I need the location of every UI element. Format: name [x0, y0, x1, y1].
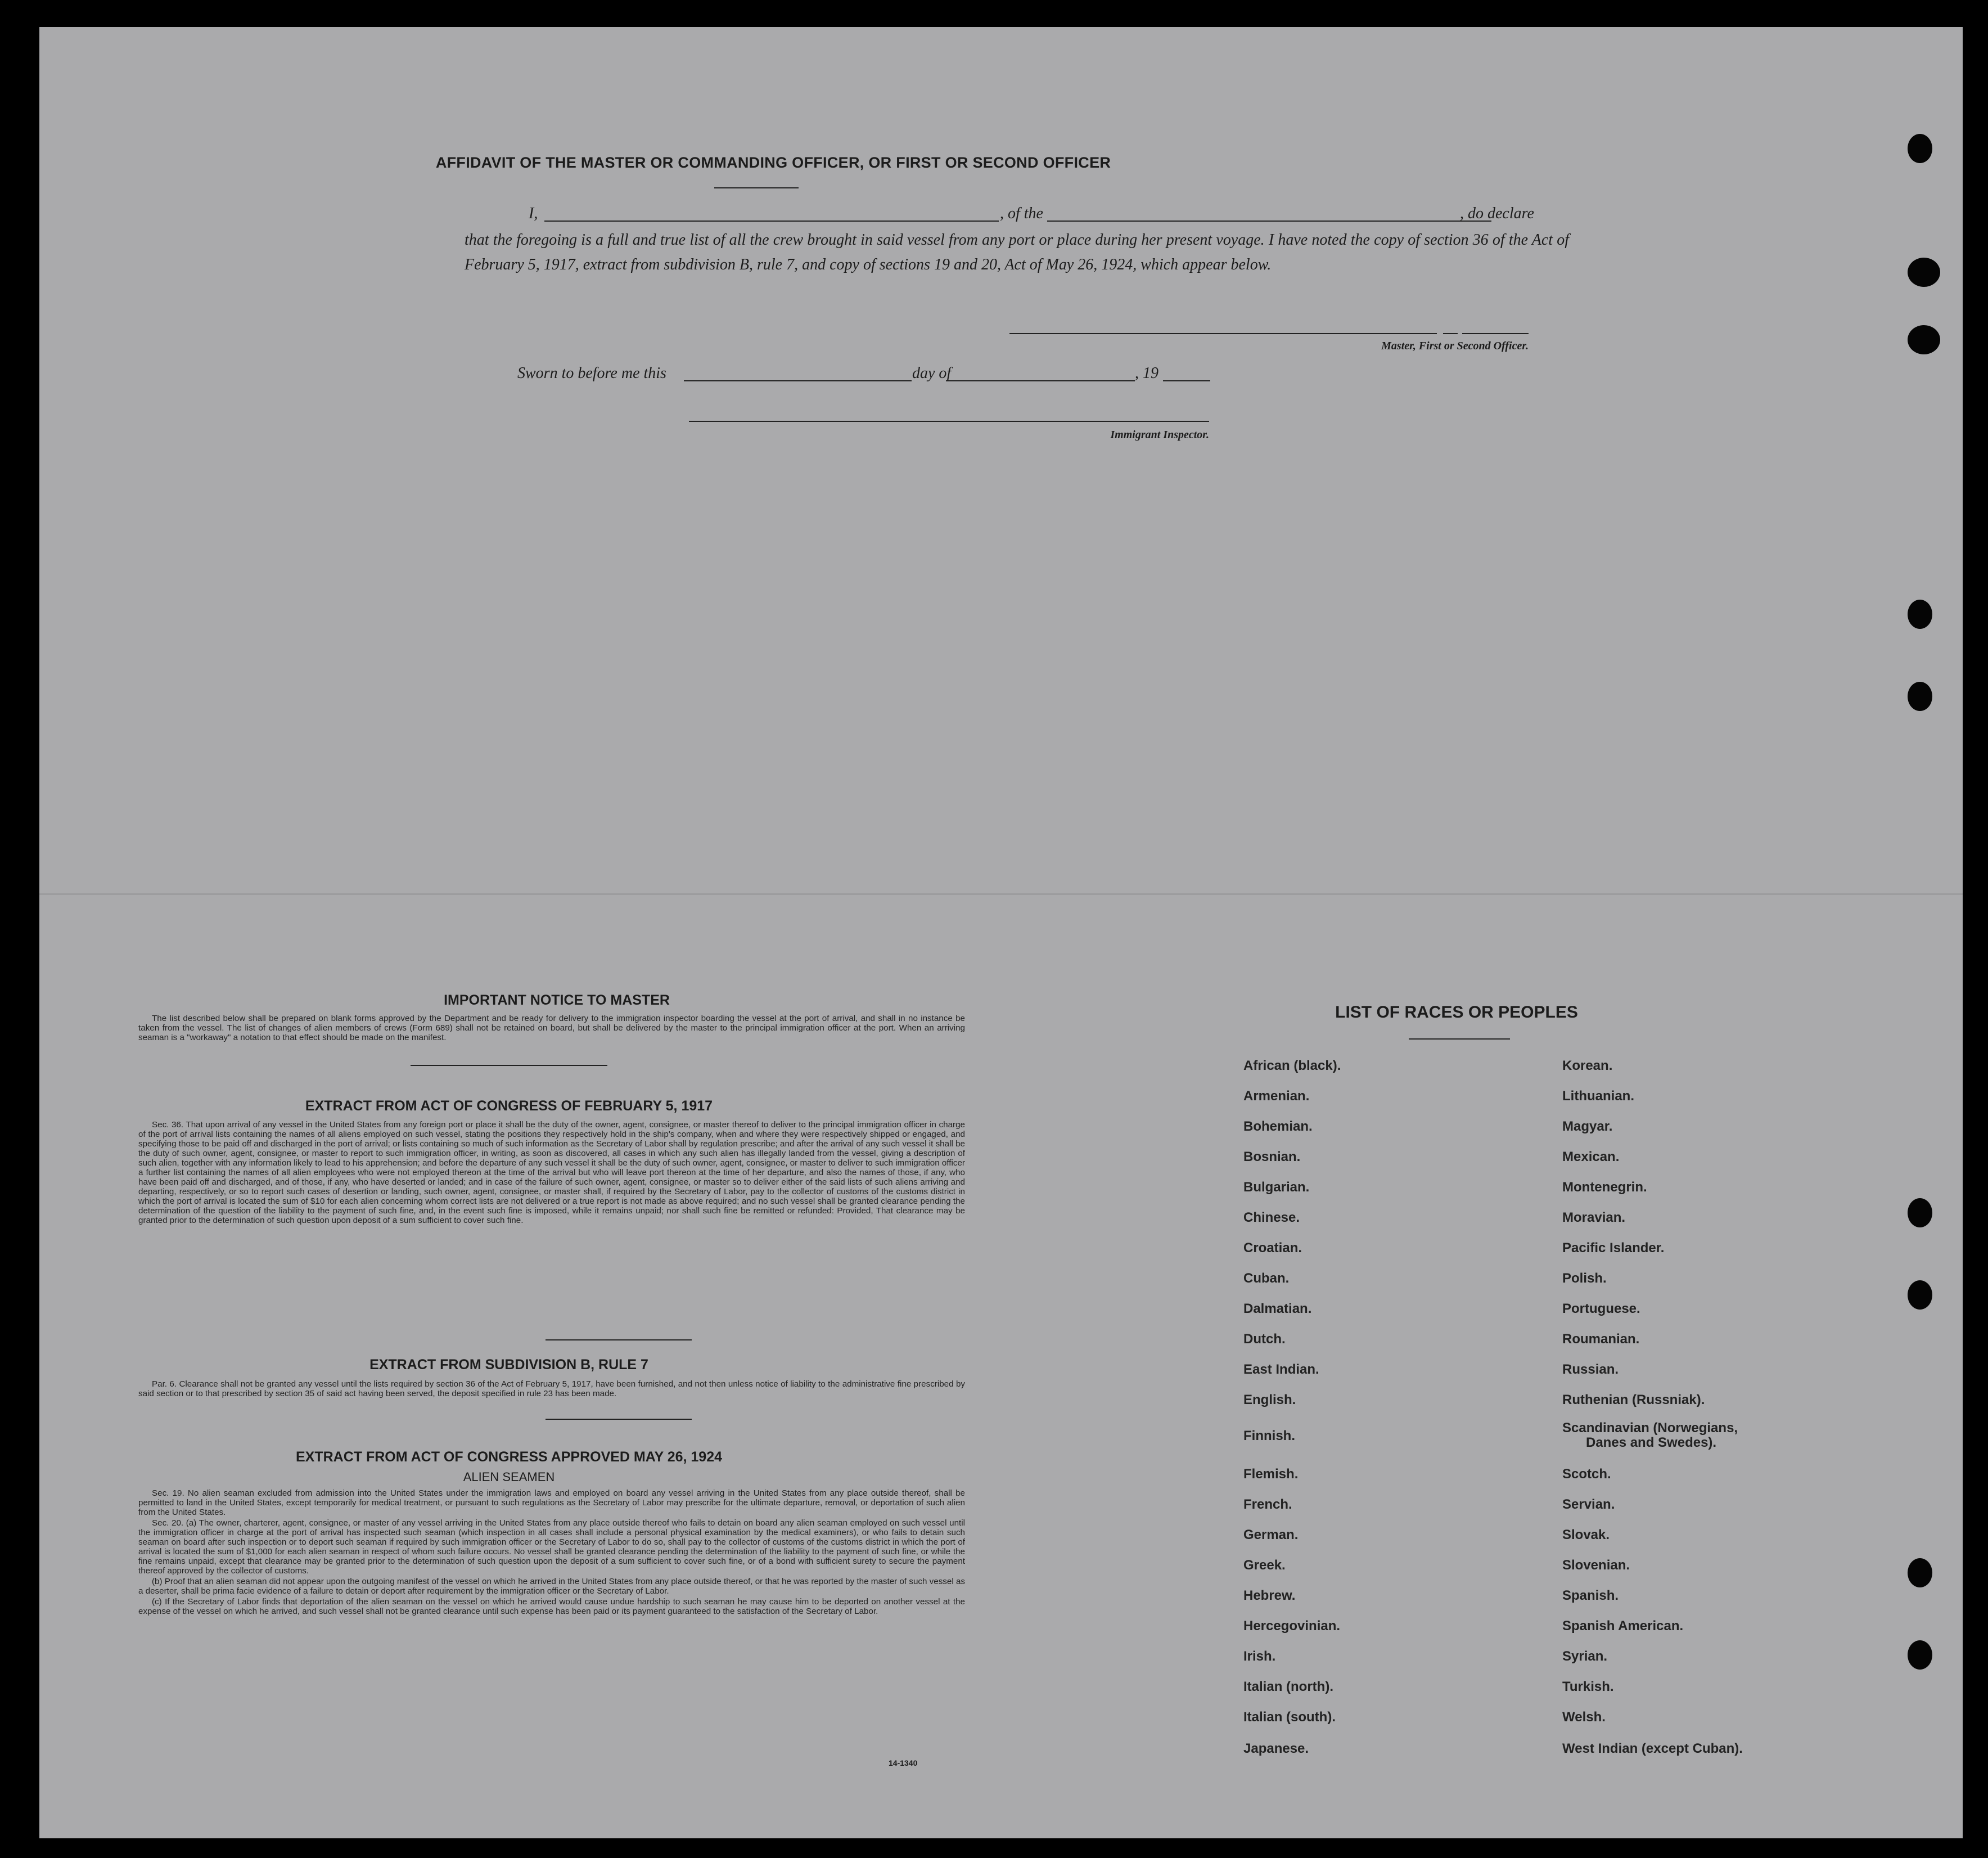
divider — [1409, 1038, 1510, 1040]
race-item: Dutch. — [1243, 1331, 1286, 1347]
extract-1924-title: EXTRACT FROM ACT OF CONGRESS APPROVED MAY 26, 1924 — [295, 1449, 723, 1465]
race-item: Bosnian. — [1243, 1149, 1301, 1164]
race-item: Polish. — [1562, 1271, 1607, 1286]
sworn-year-line[interactable] — [1163, 380, 1210, 381]
affidavit-of: , of the — [1000, 205, 1043, 222]
signature-label: Master, First or Second Officer. — [1381, 340, 1529, 352]
races-title: LIST OF RACES OR PEOPLES — [1335, 1003, 1578, 1022]
race-item: Montenegrin. — [1562, 1180, 1647, 1195]
notice-body — [138, 1014, 965, 1043]
race-item: Hercegovinian. — [1243, 1618, 1341, 1634]
race-item: Flemish. — [1243, 1466, 1299, 1482]
race-item: Japanese. — [1243, 1741, 1309, 1756]
punch-hole — [1908, 1198, 1932, 1227]
race-item: Greek. — [1243, 1558, 1286, 1573]
race-item: Turkish. — [1562, 1679, 1614, 1694]
sec-20b-paragraph: (b) Proof that an alien seaman did not appear upon the outgoing manifest of the vessel on which he arrived in the United States from any place outside thereof, or that he was reported by the master of such vessel as a deserter, shall be prima facie evidence of a failure to detain or deport after requirement by the immigration officer or the Secretary of Labor. — [138, 1577, 965, 1596]
vessel-field-line[interactable] — [1047, 221, 1491, 222]
divider — [546, 1339, 692, 1340]
extract-1917-title: EXTRACT FROM ACT OF CONGRESS OF FEBRUARY 5, 1917 — [305, 1098, 713, 1114]
race-item: Dalmatian. — [1243, 1301, 1312, 1316]
divider — [546, 1419, 692, 1420]
extract-1917-body — [138, 1120, 965, 1226]
race-item: Welsh. — [1562, 1709, 1606, 1725]
sec-36-paragraph: Sec. 36. That upon arrival of any vessel in the United States from any foreign port or place it shall be the duty of the owner, agent, consignee, or master thereof to deliver to the principal immigration officer in charge of the port of arrival lists containing the names of all aliens employed on such vessel, stating the positions they respectively hold in the ship's company, when and where they were respectively shipped or engaged, and specifying those to be paid off and discharged in the port of arrival; or lists containing so much of such information as the Secretary of Labor shall by regulation prescribe; and after the arrival of any such vessel it shall be the duty of such owner, agent, consignee, or master to report to such immigration officer, in writing, as soon as discovered, all cases in which any such alien has illegally landed from the vessel, giving a description of such alien, together with any information likely to lead to his apprehension; and before the departure of any such vessel it shall be the duty of such owner, agent, consignee, or master to deliver to such immigration officer a further list containing the names of all alien employees who were not employed thereon at the time of the arrival but who will leave port thereon at the time of her departure, and also the names of those, if any, who have been paid off and discharged, and of those, if any, who have deserted or landed; and in case of the failure of such owner, agent, consignee, or master so to deliver either of the said lists of such aliens arriving and departing, respectively, or so to report such cases of desertion or landing, such owner, agent, consignee, or master shall, if required by the Secretary of Labor, pay to the collector of customs of the customs district in which the port of arrival is located the sum of $10 for each alien concerning whom correct lists are not delivered or a true report is not made as above required; and no such vessel shall be granted clearance pending the determination of the question of the liability to the payment of such fine, and, in the event such fine is imposed, while it remains unpaid; nor shall such fine be remitted or refunded: Provided, That clearance may be granted prior to the determination of such question upon deposit of a sum sufficient to cover such fine. — [138, 1120, 965, 1225]
race-item: Slovenian. — [1562, 1558, 1630, 1573]
race-item: English. — [1243, 1392, 1296, 1407]
race-item: Hebrew. — [1243, 1588, 1296, 1603]
race-item: Magyar. — [1562, 1119, 1613, 1134]
race-item: Italian (north). — [1243, 1679, 1333, 1694]
race-item: Irish. — [1243, 1649, 1276, 1664]
punch-hole — [1908, 600, 1932, 629]
race-item: Moravian. — [1562, 1210, 1626, 1225]
year-text: , 19 — [1135, 365, 1158, 382]
race-item: Slovak. — [1562, 1527, 1610, 1542]
sworn-text: Sworn to before me this — [517, 365, 666, 382]
punch-hole — [1908, 1558, 1932, 1587]
inspector-label: Immigrant Inspector. — [1110, 429, 1209, 441]
race-item: East Indian. — [1243, 1362, 1319, 1377]
race-item: Chinese. — [1243, 1210, 1300, 1225]
race-item: German. — [1243, 1527, 1299, 1542]
punch-hole — [1908, 682, 1932, 711]
race-item: Portuguese. — [1562, 1301, 1640, 1316]
sec-19-paragraph: Sec. 19. No alien seaman excluded from admission into the United States under the immigration laws and employed on board any vessel arriving in the United States from any place outside thereof, shall be permitted to land in the United States, except temporarily for medical treatment, or pursuant to such regulations as the Secretary of Labor may prescribe for the ultimate departure, removal, or deportation of such alien from the United States. — [138, 1488, 965, 1517]
inspector-signature-line[interactable] — [689, 421, 1209, 422]
fold-line — [39, 893, 1963, 895]
race-item: Scandinavian (Norwegians, Danes and Swedes). — [1562, 1420, 1738, 1450]
notice-paragraph: The list described below shall be prepared on blank forms approved by the Department and be ready for delivery to the immigration inspector boarding the vessel at the port of arrival, and shall in no instance be taken from the vessel. The list of changes of alien members of crews (Form 689) shall not be retained on board, but shall be delivered by the master to the principal immigration officer at the port. When an arriving seaman is a "workaway" a notation to that effect should be made on the manifest. — [138, 1014, 965, 1042]
sec-20c-paragraph: (c) If the Secretary of Labor finds that deportation of the alien seaman on the vessel on which he arrived would cause undue hardship to such seaman he may cause him to be deported on another vessel at the expense of the vessel on which he arrived, and such vessel shall not be granted clearance until such expense has been paid or its payment guaranteed to the satisfaction of the Secretary of Labor. — [138, 1597, 965, 1616]
sec-20a-paragraph: Sec. 20. (a) The owner, charterer, agent, consignee, or master of any vessel arriving in the United States from any place outside thereof who fails to detain on board any alien seaman employed on such vessel until the immigration officer in charge at the port of arrival has inspected such seaman (which inspection in all cases shall include a personal physical examination by the medical examiners), or who fails to detain such seaman on board after such inspection or to deport such seaman if required by such immigration officer or the Secretary of Labor to do so, shall pay to the collector of customs of the customs district in which the port of arrival is located the sum of $1,000 for each alien seaman in respect of whom such failure occurs. No vessel shall be granted clearance pending the determination of the liability to the payment of such fine, or while the fine remains unpaid, except that clearance may be granted prior to the determination of such question upon the deposit of a sum sufficient to cover such fine, or of a bond with sufficient surety to secure the payment thereof approved by the collector of customs. — [138, 1518, 965, 1576]
race-item: Bulgarian. — [1243, 1180, 1310, 1195]
sworn-day-line[interactable] — [684, 380, 912, 381]
punch-hole — [1908, 258, 1940, 287]
race-item: French. — [1243, 1497, 1292, 1512]
race-item: Armenian. — [1243, 1088, 1310, 1104]
extract-rule7-body — [138, 1379, 965, 1400]
race-item: Roumanian. — [1562, 1331, 1640, 1347]
punch-hole — [1908, 1640, 1932, 1670]
race-item: Finnish. — [1243, 1428, 1295, 1443]
race-item: Mexican. — [1562, 1149, 1620, 1164]
race-item: Syrian. — [1562, 1649, 1608, 1664]
punch-hole — [1908, 1280, 1932, 1310]
alien-seamen-subtitle: ALIEN SEAMEN — [463, 1470, 555, 1484]
race-item: Russian. — [1562, 1362, 1619, 1377]
affidavit-body: that the foregoing is a full and true list of all the crew brought in said vessel from any port or place during her present voyage. I have noted the copy of section 36 of the Act of February 5, 1917, extract from subdivision B, rule 7, and copy of sections 19 and 20, Act of May 26, 1924, which appear below. — [465, 231, 1569, 273]
day-of-text: day of — [912, 365, 952, 382]
race-item: Ruthenian (Russniak). — [1562, 1392, 1705, 1407]
name-field-line[interactable] — [544, 221, 999, 222]
race-item: Cuban. — [1243, 1271, 1290, 1286]
race-item: Spanish. — [1562, 1588, 1619, 1603]
punch-hole — [1908, 134, 1932, 163]
race-item: Spanish American. — [1562, 1618, 1684, 1634]
race-item: Scotch. — [1562, 1466, 1611, 1482]
divider — [714, 187, 799, 188]
race-item: Pacific Islander. — [1562, 1240, 1665, 1256]
signature-line-end — [1462, 333, 1529, 334]
race-item: Italian (south). — [1243, 1709, 1336, 1725]
punch-hole — [1908, 325, 1940, 354]
affidavit-title: AFFIDAVIT OF THE MASTER OR COMMANDING OFFICER, OR FIRST OR SECOND OFFICER — [435, 154, 1111, 171]
race-item: Bohemian. — [1243, 1119, 1313, 1134]
race-item: Lithuanian. — [1562, 1088, 1634, 1104]
affidavit-declare: , do declare — [1460, 205, 1534, 222]
extract-1924-body — [138, 1488, 965, 1617]
form-sheet — [39, 27, 1963, 1838]
race-item: Korean. — [1562, 1058, 1613, 1073]
extract-rule7-title: EXTRACT FROM SUBDIVISION B, RULE 7 — [369, 1357, 648, 1373]
race-item: Croatian. — [1243, 1240, 1302, 1256]
affidavit-i: I, — [529, 205, 538, 222]
race-item: Servian. — [1562, 1497, 1615, 1512]
race-item: West Indian (except Cuban). — [1562, 1741, 1743, 1756]
par-6-paragraph: Par. 6. Clearance shall not be granted any vessel until the lists required by section 36 of the Act of February 5, 1917, have been furnished, and not then unless notice of liability to the administrative fine prescribed by said section or to that prescribed by section 35 of said act having been served, the deposit specified in rule 23 has been made. — [138, 1379, 965, 1398]
sworn-month-line[interactable] — [946, 380, 1135, 381]
signature-line-dash — [1443, 333, 1458, 334]
divider — [411, 1065, 607, 1066]
signature-line[interactable] — [1009, 333, 1437, 334]
race-item: African (black). — [1243, 1058, 1341, 1073]
notice-title: IMPORTANT NOTICE TO MASTER — [444, 992, 670, 1008]
form-number: 14-1340 — [889, 1758, 918, 1767]
